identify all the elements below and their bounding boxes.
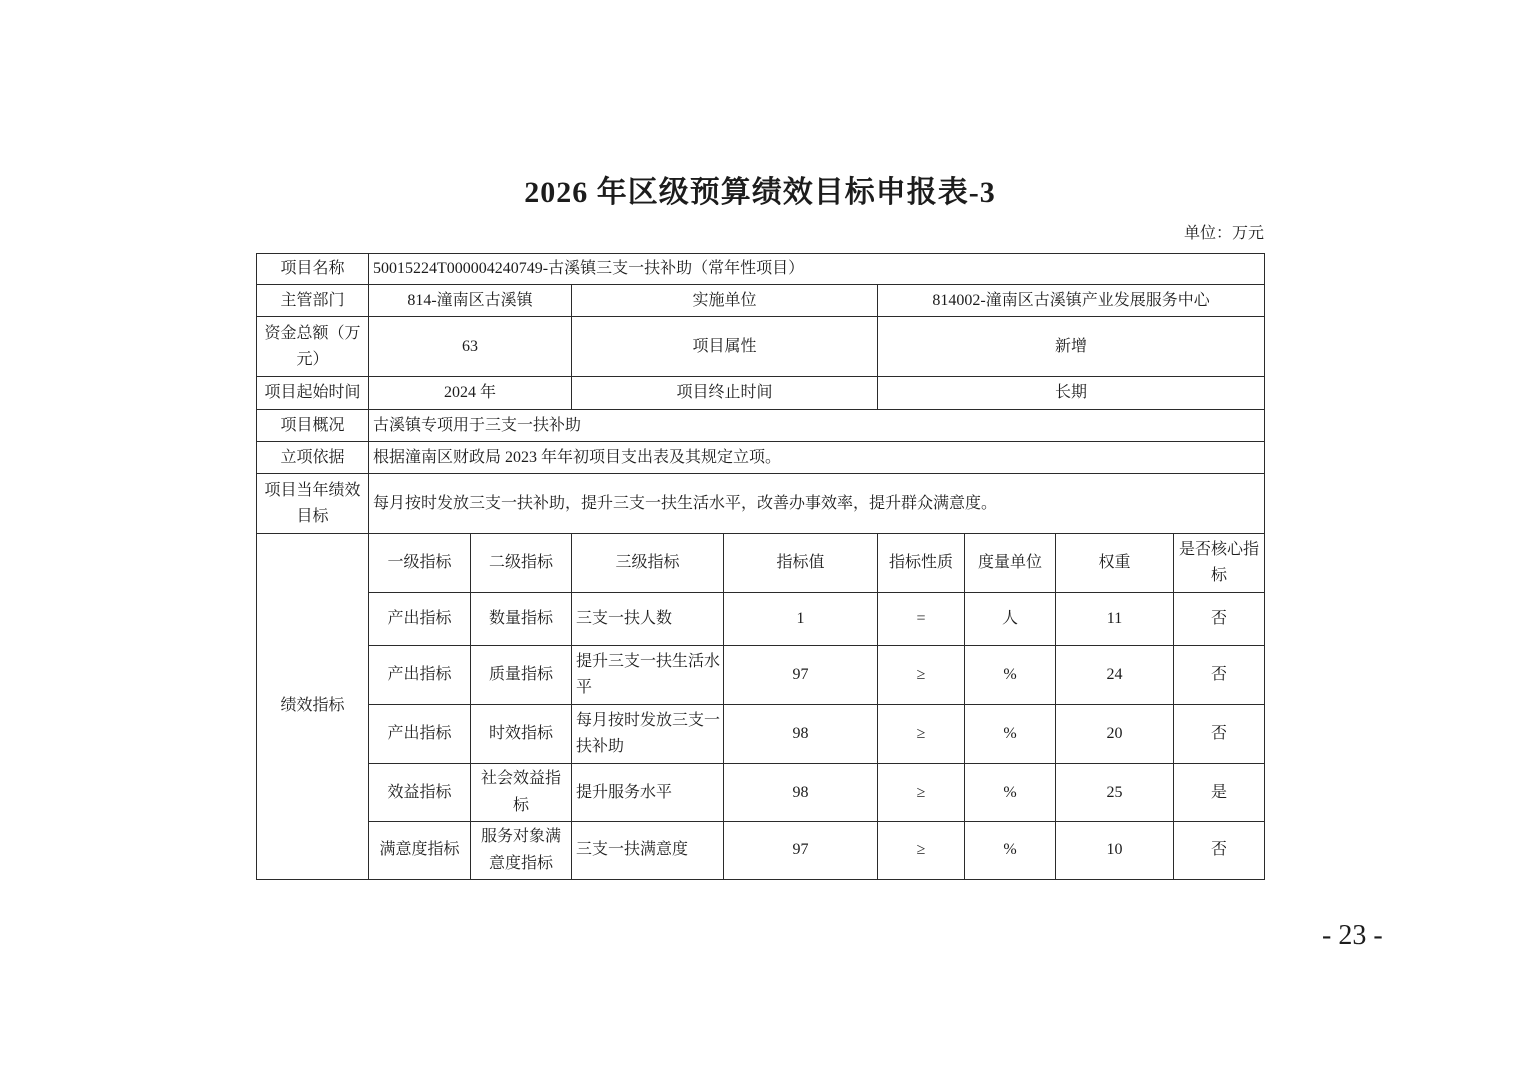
indicator-header: 一级指标 [369,534,471,593]
indicator-cell: ≥ [878,764,965,822]
indicator-cell: 24 [1056,646,1174,705]
dept-label: 主管部门 [257,285,369,317]
indicator-cell: 98 [724,764,878,822]
project-name-value: 50015224T000004240749-古溪镇三支一扶补助（常年性项目） [369,254,1265,285]
indicator-cell: 质量指标 [471,646,572,705]
indicator-row [257,593,1265,646]
indicator-cell: ≥ [878,646,965,705]
indicator-cell: 产出指标 [369,593,471,646]
end-time-value: 长期 [878,377,1265,410]
indicator-cell: 25 [1056,764,1174,822]
indicator-header: 度量单位 [965,534,1056,593]
indicator-cell: 否 [1174,593,1265,646]
start-time-label: 项目起始时间 [257,377,369,410]
indicator-cell: 三支一扶人数 [572,593,724,646]
indicator-cell: 社会效益指标 [471,764,572,822]
indicator-cell: 提升三支一扶生活水平 [572,646,724,705]
annual-target-label: 项目当年绩效目标 [257,474,369,534]
indicator-header: 权重 [1056,534,1174,593]
indicator-cell: 提升服务水平 [572,764,724,822]
indicator-cell: 10 [1056,822,1174,880]
indicators-section-label: 绩效指标 [257,534,369,880]
basis-label: 立项依据 [257,442,369,474]
indicator-cell: 否 [1174,705,1265,764]
indicator-cell: 时效指标 [471,705,572,764]
indicator-header: 指标值 [724,534,878,593]
fund-total-value: 63 [369,317,572,377]
page-title: 2026 年区级预算绩效目标申报表-3 [524,176,996,209]
indicator-cell: 11 [1056,593,1174,646]
indicator-cell: 否 [1174,646,1265,705]
indicator-cell: 97 [724,646,878,705]
indicator-header: 三级指标 [572,534,724,593]
indicator-cell: = [878,593,965,646]
indicator-cell: 20 [1056,705,1174,764]
project-attr-value: 新增 [878,317,1265,377]
indicator-cell: 97 [724,822,878,880]
indicator-cell: ≥ [878,705,965,764]
unit-label: 单位：万元 [1183,225,1264,242]
indicator-cell: ≥ [878,822,965,880]
indicator-cell: % [965,705,1056,764]
dept-value: 814-潼南区古溪镇 [369,285,572,317]
overview-label: 项目概况 [257,410,369,442]
impl-unit-label: 实施单位 [572,285,878,317]
indicator-cell: % [965,646,1056,705]
indicator-cell: 效益指标 [369,764,471,822]
indicator-cell: 产出指标 [369,705,471,764]
indicator-row [257,646,1265,705]
start-time-value: 2024 年 [369,377,572,410]
indicator-cell: 98 [724,705,878,764]
page-number: - 23 - [1322,920,1383,951]
indicator-header: 指标性质 [878,534,965,593]
indicator-cell: 1 [724,593,878,646]
indicator-cell: 人 [965,593,1056,646]
indicator-cell: 是 [1174,764,1265,822]
indicator-cell: % [965,822,1056,880]
end-time-label: 项目终止时间 [572,377,878,410]
indicator-row [257,705,1265,764]
indicator-row [257,764,1265,822]
indicator-cell: 三支一扶满意度 [572,822,724,880]
fund-total-label: 资金总额（万元） [257,317,369,377]
indicator-header: 是否核心指标 [1174,534,1265,593]
project-name-label: 项目名称 [257,254,369,285]
indicator-header: 二级指标 [471,534,572,593]
indicator-cell: 满意度指标 [369,822,471,880]
basis-value: 根据潼南区财政局 2023 年年初项目支出表及其规定立项。 [369,442,1265,474]
budget-form-table [256,253,1265,880]
impl-unit-value: 814002-潼南区古溪镇产业发展服务中心 [878,285,1265,317]
annual-target-value: 每月按时发放三支一扶补助，提升三支一扶生活水平，改善办事效率，提升群众满意度。 [369,474,1265,534]
overview-value: 古溪镇专项用于三支一扶补助 [369,410,1265,442]
indicator-cell: 服务对象满意度指标 [471,822,572,880]
indicator-cell: 产出指标 [369,646,471,705]
indicator-cell: 每月按时发放三支一扶补助 [572,705,724,764]
indicator-cell: 否 [1174,822,1265,880]
indicator-row [257,822,1265,880]
project-attr-label: 项目属性 [572,317,878,377]
indicator-cell: 数量指标 [471,593,572,646]
indicator-cell: % [965,764,1056,822]
